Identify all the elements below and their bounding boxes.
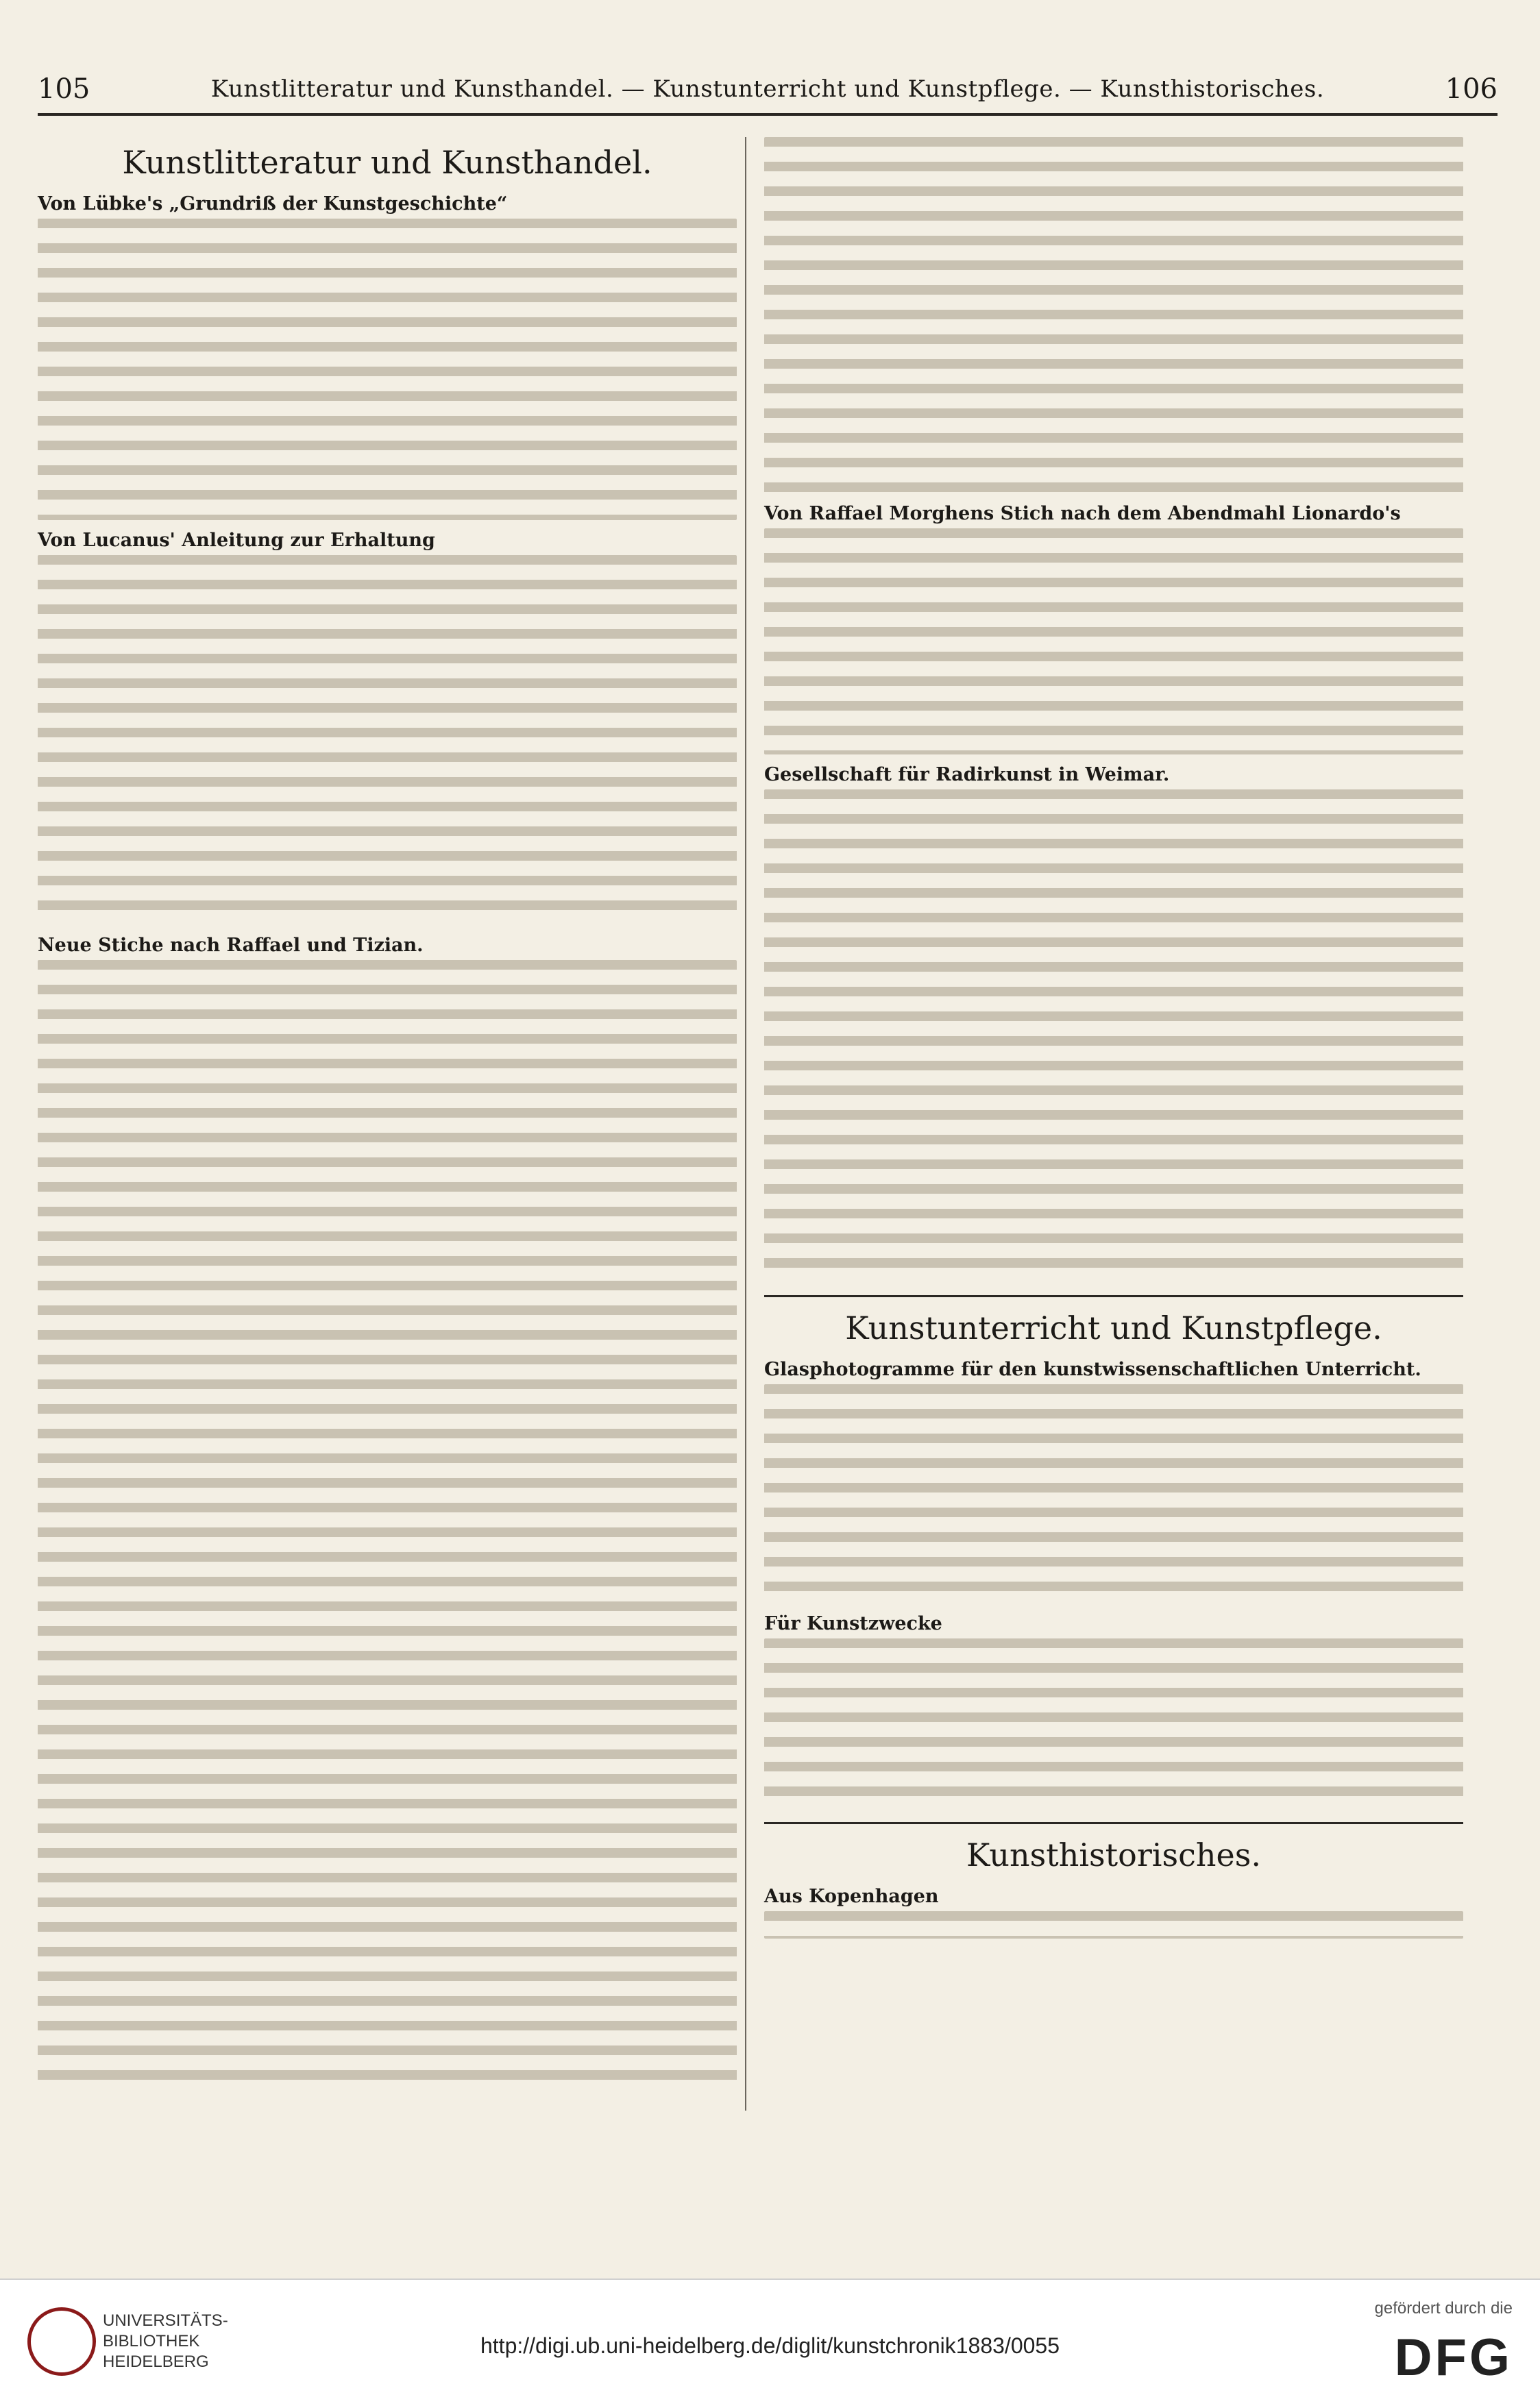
text-placeholder-stiche: [38, 960, 737, 2084]
running-head: Kunstlitteratur und Kunsthandel. — Kunstunterricht und Kunstpflege. — Kunsthistorisches.: [210, 75, 1325, 103]
section-title-kunstlitteratur: Kunstlitteratur und Kunsthandel.: [122, 144, 652, 181]
permalink[interactable]: http://digi.ub.uni-heidelberg.de/diglit/kunstchronik1883/0055: [480, 2333, 1060, 2358]
text-placeholder-continuation: [764, 137, 1463, 493]
paragraph-lead-luebke: Von Lübke's „Grundriß der Kunstgeschichte“: [38, 193, 508, 214]
dfg-logo: DFG: [1394, 2329, 1513, 2387]
text-placeholder-morghen: [764, 528, 1463, 754]
column-divider: [745, 137, 746, 2111]
funder-label: gefördert durch die: [1374, 2299, 1513, 2318]
text-placeholder-lucanus: [38, 555, 737, 925]
text-placeholder-radirkunst: [764, 789, 1463, 1283]
section-rule: [764, 1295, 1463, 1297]
page-number-right: 106: [1445, 73, 1498, 105]
institution-name: UNIVERSITÄTS- BIBLIOTHEK HEIDELBERG: [103, 2311, 228, 2371]
paragraph-lead-stiche: Neue Stiche nach Raffael und Tizian.: [38, 935, 424, 956]
section-title-kunsthistorisches: Kunsthistorisches.: [966, 1836, 1261, 1873]
section-title-kunstunterricht: Kunstunterricht und Kunstpflege.: [845, 1310, 1382, 1347]
text-placeholder-kopenhagen: [764, 1911, 1463, 1939]
page-number-left: 105: [38, 73, 90, 105]
paragraph-lead-kunstzwecke: Für Kunstzwecke: [764, 1613, 942, 1634]
section-rule: [764, 1822, 1463, 1824]
page-header: [38, 65, 1498, 116]
text-placeholder-glasphotogramme: [764, 1384, 1463, 1604]
paragraph-lead-glasphotogramme: Glasphotogramme für den kunstwissenschaftlichen Unterricht.: [764, 1359, 1421, 1380]
column-right: [764, 137, 1463, 2111]
text-placeholder-kunstzwecke: [764, 1638, 1463, 1810]
paragraph-lead-kopenhagen: Aus Kopenhagen: [764, 1886, 939, 1907]
column-left: [38, 137, 737, 2111]
paragraph-lead-morghen: Von Raffael Morghens Stich nach dem Abendmahl Lionardo's: [764, 503, 1401, 524]
paragraph-lead-lucanus: Von Lucanus' Anleitung zur Erhaltung: [38, 530, 435, 551]
paragraph-lead-radirkunst: Gesellschaft für Radirkunst in Weimar.: [764, 764, 1170, 785]
library-footer: [0, 2278, 1540, 2408]
text-placeholder-luebke: [38, 219, 737, 520]
